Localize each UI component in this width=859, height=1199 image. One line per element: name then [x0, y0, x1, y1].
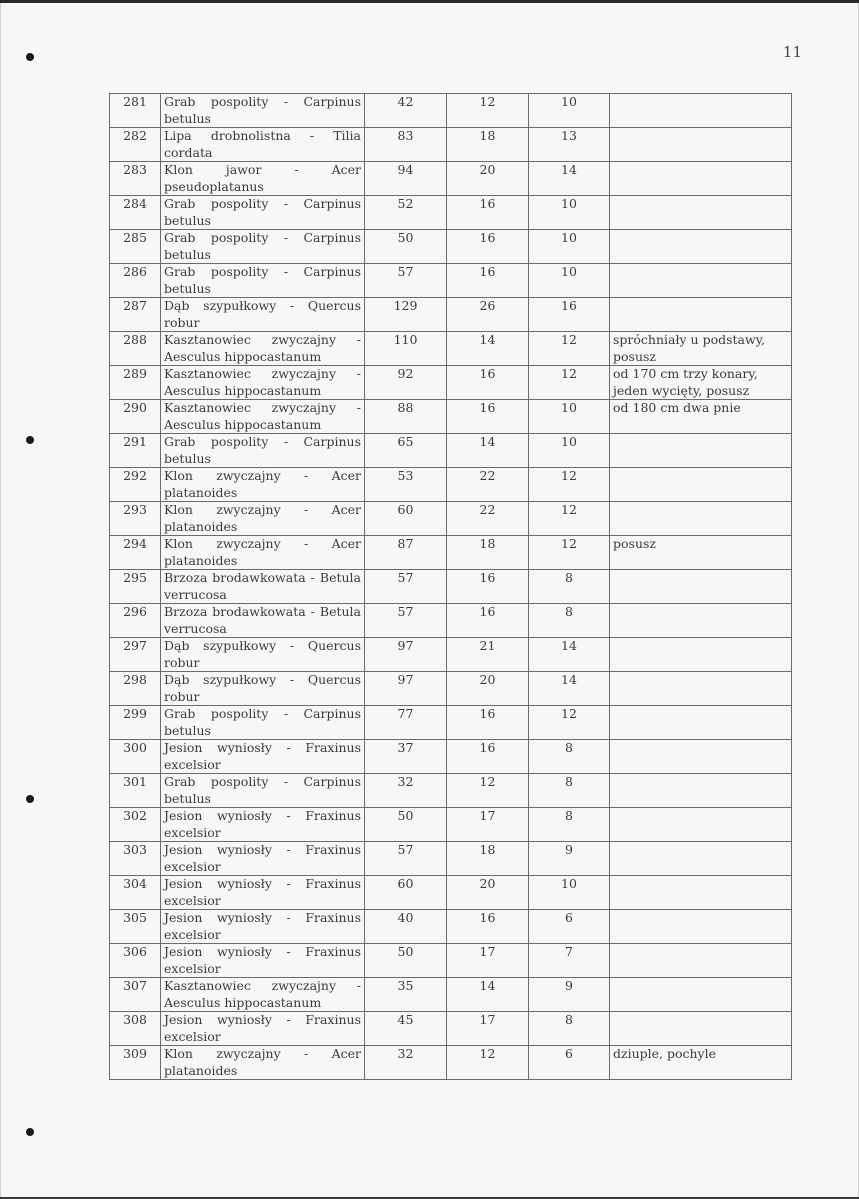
notes-cell	[610, 1012, 792, 1046]
crown-diameter-cell: 8	[529, 570, 610, 604]
tree-height-cell: 22	[447, 502, 529, 536]
notes-cell: od 170 cm trzy konary, jeden wycięty, posusz	[610, 366, 792, 400]
tree-number-cell: 283	[110, 162, 161, 196]
notes-cell	[610, 978, 792, 1012]
crown-diameter-cell: 8	[529, 1012, 610, 1046]
species-cell: Grab pospolity - Carpinus betulus	[161, 434, 365, 468]
notes-cell	[610, 638, 792, 672]
notes-cell	[610, 604, 792, 638]
table-row	[110, 162, 792, 196]
species-cell: Klon zwyczajny - Acer platanoides	[161, 468, 365, 502]
table-row	[110, 400, 792, 434]
tree-height-cell: 12	[447, 774, 529, 808]
table-row	[110, 1046, 792, 1080]
trunk-circumference-cell: 94	[365, 162, 447, 196]
notes-cell: dziuple, pochyle	[610, 1046, 792, 1080]
crown-diameter-cell: 13	[529, 128, 610, 162]
tree-number-cell: 291	[110, 434, 161, 468]
species-cell: Dąb szypułkowy - Quercus robur	[161, 638, 365, 672]
notes-cell	[610, 128, 792, 162]
species-cell: Jesion wyniosły - Fraxinus excelsior	[161, 910, 365, 944]
tree-height-cell: 18	[447, 536, 529, 570]
species-cell: Jesion wyniosły - Fraxinus excelsior	[161, 842, 365, 876]
trunk-circumference-cell: 52	[365, 196, 447, 230]
tree-number-cell: 290	[110, 400, 161, 434]
tree-number-cell: 304	[110, 876, 161, 910]
table-row	[110, 740, 792, 774]
notes-cell: posusz	[610, 536, 792, 570]
table-row	[110, 944, 792, 978]
crown-diameter-cell: 10	[529, 876, 610, 910]
trunk-circumference-cell: 50	[365, 808, 447, 842]
tree-number-cell: 303	[110, 842, 161, 876]
tree-height-cell: 16	[447, 366, 529, 400]
tree-number-cell: 305	[110, 910, 161, 944]
notes-cell	[610, 774, 792, 808]
species-cell: Kasztanowiec zwyczajny - Aesculus hippocastanum	[161, 400, 365, 434]
tree-number-cell: 307	[110, 978, 161, 1012]
tree-number-cell: 298	[110, 672, 161, 706]
notes-cell	[610, 842, 792, 876]
trunk-circumference-cell: 87	[365, 536, 447, 570]
tree-number-cell: 299	[110, 706, 161, 740]
notes-cell	[610, 468, 792, 502]
notes-cell	[610, 910, 792, 944]
notes-cell	[610, 570, 792, 604]
trunk-circumference-cell: 88	[365, 400, 447, 434]
tree-height-cell: 16	[447, 196, 529, 230]
tree-number-cell: 301	[110, 774, 161, 808]
crown-diameter-cell: 12	[529, 468, 610, 502]
table-row	[110, 434, 792, 468]
tree-number-cell: 308	[110, 1012, 161, 1046]
tree-number-cell: 284	[110, 196, 161, 230]
crown-diameter-cell: 14	[529, 638, 610, 672]
table-row	[110, 502, 792, 536]
table-row	[110, 366, 792, 400]
trunk-circumference-cell: 32	[365, 774, 447, 808]
tree-height-cell: 20	[447, 672, 529, 706]
tree-height-cell: 14	[447, 332, 529, 366]
species-cell: Kasztanowiec zwyczajny - Aesculus hippocastanum	[161, 366, 365, 400]
species-cell: Grab pospolity - Carpinus betulus	[161, 94, 365, 128]
species-cell: Klon zwyczajny - Acer platanoides	[161, 1046, 365, 1080]
tree-number-cell: 294	[110, 536, 161, 570]
crown-diameter-cell: 10	[529, 400, 610, 434]
notes-cell	[610, 230, 792, 264]
crown-diameter-cell: 9	[529, 842, 610, 876]
tree-height-cell: 20	[447, 162, 529, 196]
punch-hole-mark	[26, 53, 34, 61]
species-cell: Jesion wyniosły - Fraxinus excelsior	[161, 1012, 365, 1046]
trunk-circumference-cell: 97	[365, 638, 447, 672]
species-cell: Jesion wyniosły - Fraxinus excelsior	[161, 944, 365, 978]
tree-height-cell: 21	[447, 638, 529, 672]
tree-height-cell: 12	[447, 1046, 529, 1080]
tree-height-cell: 17	[447, 1012, 529, 1046]
tree-height-cell: 16	[447, 706, 529, 740]
table-row	[110, 638, 792, 672]
table-body	[110, 94, 792, 1080]
crown-diameter-cell: 10	[529, 230, 610, 264]
trunk-circumference-cell: 92	[365, 366, 447, 400]
table-row	[110, 672, 792, 706]
species-cell: Grab pospolity - Carpinus betulus	[161, 774, 365, 808]
table-row	[110, 842, 792, 876]
trunk-circumference-cell: 50	[365, 230, 447, 264]
tree-height-cell: 12	[447, 94, 529, 128]
trunk-circumference-cell: 45	[365, 1012, 447, 1046]
table-row	[110, 978, 792, 1012]
species-cell: Dąb szypułkowy - Quercus robur	[161, 672, 365, 706]
species-cell: Lipa drobnolistna - Tilia cordata	[161, 128, 365, 162]
tree-height-cell: 20	[447, 876, 529, 910]
species-cell: Klon zwyczajny - Acer platanoides	[161, 536, 365, 570]
notes-cell	[610, 502, 792, 536]
crown-diameter-cell: 12	[529, 332, 610, 366]
tree-height-cell: 18	[447, 842, 529, 876]
trunk-circumference-cell: 57	[365, 842, 447, 876]
tree-height-cell: 16	[447, 740, 529, 774]
tree-number-cell: 285	[110, 230, 161, 264]
crown-diameter-cell: 14	[529, 162, 610, 196]
tree-height-cell: 17	[447, 808, 529, 842]
table-row	[110, 910, 792, 944]
species-cell: Kasztanowiec zwyczajny - Aesculus hippocastanum	[161, 332, 365, 366]
trunk-circumference-cell: 77	[365, 706, 447, 740]
notes-cell	[610, 434, 792, 468]
species-cell: Grab pospolity - Carpinus betulus	[161, 264, 365, 298]
trunk-circumference-cell: 32	[365, 1046, 447, 1080]
table-row	[110, 298, 792, 332]
tree-number-cell: 297	[110, 638, 161, 672]
table-row	[110, 230, 792, 264]
crown-diameter-cell: 6	[529, 1046, 610, 1080]
tree-number-cell: 296	[110, 604, 161, 638]
notes-cell: od 180 cm dwa pnie	[610, 400, 792, 434]
crown-diameter-cell: 8	[529, 808, 610, 842]
notes-cell	[610, 264, 792, 298]
tree-height-cell: 14	[447, 434, 529, 468]
notes-cell	[610, 740, 792, 774]
crown-diameter-cell: 10	[529, 434, 610, 468]
notes-cell	[610, 162, 792, 196]
table-row	[110, 604, 792, 638]
tree-height-cell: 16	[447, 264, 529, 298]
table-row	[110, 332, 792, 366]
notes-cell	[610, 298, 792, 332]
table-row	[110, 808, 792, 842]
crown-diameter-cell: 12	[529, 536, 610, 570]
tree-height-cell: 16	[447, 910, 529, 944]
notes-cell	[610, 808, 792, 842]
tree-number-cell: 295	[110, 570, 161, 604]
table-row	[110, 264, 792, 298]
page-number: 11	[782, 43, 802, 61]
tree-number-cell: 282	[110, 128, 161, 162]
notes-cell	[610, 944, 792, 978]
tree-number-cell: 287	[110, 298, 161, 332]
table-row	[110, 468, 792, 502]
tree-inventory-table	[109, 93, 792, 1080]
table-row	[110, 876, 792, 910]
trunk-circumference-cell: 129	[365, 298, 447, 332]
tree-height-cell: 16	[447, 400, 529, 434]
crown-diameter-cell: 8	[529, 740, 610, 774]
tree-height-cell: 16	[447, 230, 529, 264]
notes-cell	[610, 672, 792, 706]
table-row	[110, 94, 792, 128]
species-cell: Jesion wyniosły - Fraxinus excelsior	[161, 808, 365, 842]
trunk-circumference-cell: 35	[365, 978, 447, 1012]
tree-number-cell: 293	[110, 502, 161, 536]
species-cell: Grab pospolity - Carpinus betulus	[161, 230, 365, 264]
crown-diameter-cell: 8	[529, 604, 610, 638]
crown-diameter-cell: 8	[529, 774, 610, 808]
table-row	[110, 706, 792, 740]
tree-number-cell: 300	[110, 740, 161, 774]
tree-number-cell: 302	[110, 808, 161, 842]
species-cell: Grab pospolity - Carpinus betulus	[161, 196, 365, 230]
trunk-circumference-cell: 57	[365, 264, 447, 298]
tree-number-cell: 288	[110, 332, 161, 366]
tree-height-cell: 17	[447, 944, 529, 978]
tree-number-cell: 286	[110, 264, 161, 298]
trunk-circumference-cell: 40	[365, 910, 447, 944]
trunk-circumference-cell: 50	[365, 944, 447, 978]
notes-cell: spróchniały u podstawy, posusz	[610, 332, 792, 366]
species-cell: Jesion wyniosły - Fraxinus excelsior	[161, 740, 365, 774]
notes-cell	[610, 706, 792, 740]
crown-diameter-cell: 6	[529, 910, 610, 944]
punch-hole-mark	[26, 795, 34, 803]
trunk-circumference-cell: 57	[365, 570, 447, 604]
punch-hole-mark	[26, 1128, 34, 1136]
trunk-circumference-cell: 53	[365, 468, 447, 502]
species-cell: Klon zwyczajny - Acer platanoides	[161, 502, 365, 536]
tree-height-cell: 16	[447, 570, 529, 604]
punch-hole-mark	[26, 436, 34, 444]
species-cell: Klon jawor - Acer pseudoplatanus	[161, 162, 365, 196]
tree-height-cell: 14	[447, 978, 529, 1012]
tree-height-cell: 26	[447, 298, 529, 332]
tree-number-cell: 309	[110, 1046, 161, 1080]
trunk-circumference-cell: 60	[365, 502, 447, 536]
crown-diameter-cell: 10	[529, 264, 610, 298]
tree-number-cell: 281	[110, 94, 161, 128]
crown-diameter-cell: 12	[529, 502, 610, 536]
notes-cell	[610, 196, 792, 230]
trunk-circumference-cell: 60	[365, 876, 447, 910]
tree-height-cell: 18	[447, 128, 529, 162]
crown-diameter-cell: 12	[529, 366, 610, 400]
table-row	[110, 536, 792, 570]
species-cell: Dąb szypułkowy - Quercus robur	[161, 298, 365, 332]
trunk-circumference-cell: 42	[365, 94, 447, 128]
scan-top-edge	[0, 0, 859, 3]
crown-diameter-cell: 10	[529, 196, 610, 230]
crown-diameter-cell: 9	[529, 978, 610, 1012]
crown-diameter-cell: 10	[529, 94, 610, 128]
notes-cell	[610, 876, 792, 910]
trunk-circumference-cell: 110	[365, 332, 447, 366]
crown-diameter-cell: 14	[529, 672, 610, 706]
tree-height-cell: 16	[447, 604, 529, 638]
species-cell: Grab pospolity - Carpinus betulus	[161, 706, 365, 740]
trunk-circumference-cell: 37	[365, 740, 447, 774]
tree-height-cell: 22	[447, 468, 529, 502]
table-row	[110, 196, 792, 230]
crown-diameter-cell: 12	[529, 706, 610, 740]
crown-diameter-cell: 16	[529, 298, 610, 332]
trunk-circumference-cell: 65	[365, 434, 447, 468]
species-cell: Jesion wyniosły - Fraxinus excelsior	[161, 876, 365, 910]
species-cell: Brzoza brodawkowata - Betula verrucosa	[161, 604, 365, 638]
tree-number-cell: 292	[110, 468, 161, 502]
tree-number-cell: 306	[110, 944, 161, 978]
tree-number-cell: 289	[110, 366, 161, 400]
trunk-circumference-cell: 97	[365, 672, 447, 706]
trunk-circumference-cell: 57	[365, 604, 447, 638]
trunk-circumference-cell: 83	[365, 128, 447, 162]
table-row	[110, 128, 792, 162]
table-row	[110, 774, 792, 808]
crown-diameter-cell: 7	[529, 944, 610, 978]
table-row	[110, 1012, 792, 1046]
table-row	[110, 570, 792, 604]
species-cell: Kasztanowiec zwyczajny - Aesculus hippocastanum	[161, 978, 365, 1012]
species-cell: Brzoza brodawkowata - Betula verrucosa	[161, 570, 365, 604]
notes-cell	[610, 94, 792, 128]
